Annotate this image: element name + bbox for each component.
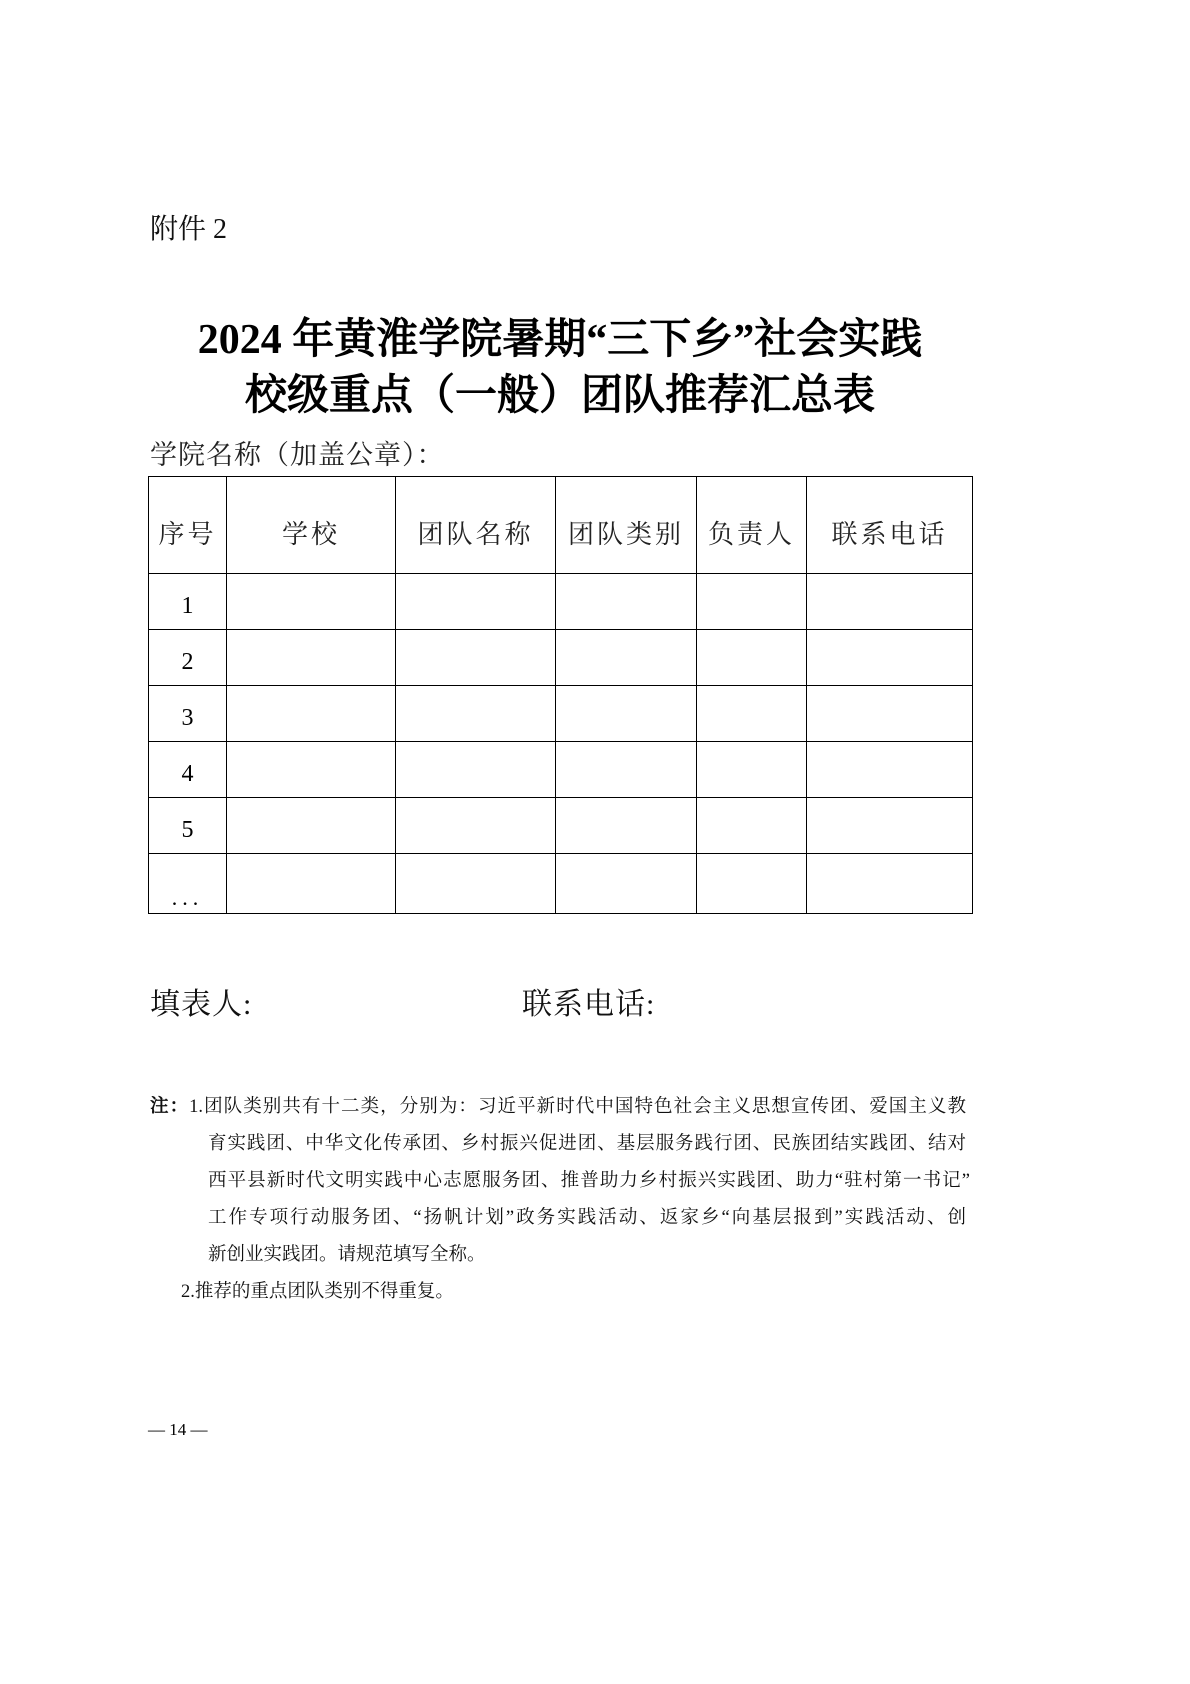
row-number-cell: 1 [149, 574, 227, 630]
contact-phone-label: 联系电话: [522, 988, 656, 1021]
phone-cell [807, 574, 973, 630]
row-number-cell: 5 [149, 798, 227, 854]
phone-cell [807, 742, 973, 798]
table-row [149, 742, 973, 798]
leader-cell [697, 574, 807, 630]
table-row [149, 574, 973, 630]
team-summary-table [148, 476, 973, 914]
table-row [149, 630, 973, 686]
school-cell [227, 686, 396, 742]
note-line: 新创业实践团。请规范填写全称。 [208, 1245, 486, 1265]
table-row [149, 798, 973, 854]
leader-cell [697, 630, 807, 686]
school-cell [227, 630, 396, 686]
column-header-leader: 负责人 [697, 477, 807, 574]
team-name-cell [396, 798, 556, 854]
phone-cell [807, 798, 973, 854]
college-name-label: 学院名称（加盖公章）： [150, 440, 445, 470]
table-row [149, 854, 973, 914]
phone-cell [807, 686, 973, 742]
leader-cell [697, 854, 807, 914]
phone-cell [807, 630, 973, 686]
attachment-label: 附件 2 [150, 214, 228, 245]
note-line [150, 1095, 966, 1119]
school-cell [227, 798, 396, 854]
team-name-cell [396, 574, 556, 630]
row-number-cell: 3 [149, 686, 227, 742]
filler-label: 填表人: [150, 988, 253, 1021]
column-header-team-type: 团队类别 [556, 477, 697, 574]
table-header-row [149, 477, 973, 574]
page-number: — 14 — [148, 1420, 208, 1439]
school-cell [227, 742, 396, 798]
team-type-cell [556, 742, 697, 798]
school-cell [227, 574, 396, 630]
team-name-cell [396, 854, 556, 914]
document-title-line-2: 校级重点（一般）团队推荐汇总表 [244, 373, 875, 419]
note-line: 工作专项行动服务团、“扬帆计划”政务实践活动、返家乡“向基层报到”实践活动、创 [208, 1208, 966, 1228]
team-name-cell [396, 686, 556, 742]
team-type-cell [556, 574, 697, 630]
note-line: 育实践团、中华文化传承团、乡村振兴促进团、基层服务践行团、民族团结实践团、结对 [208, 1134, 966, 1154]
row-number-cell: 2 [149, 630, 227, 686]
document-title-line-1: 2024 年黄淮学院暑期“三下乡”社会实践 [197, 317, 923, 363]
team-name-cell [396, 742, 556, 798]
team-type-cell [556, 798, 697, 854]
leader-cell [697, 686, 807, 742]
note-line: 西平县新时代文明实践中心志愿服务团、推普助力乡村振兴实践团、助力“驻村第一书记” [208, 1171, 970, 1191]
team-type-cell [556, 686, 697, 742]
leader-cell [697, 742, 807, 798]
note-item-1-text: 1.团队类别共有十二类，分别为：习近平新时代中国特色社会主义思想宣传团、爱国主义教 [189, 1097, 966, 1117]
school-cell [227, 854, 396, 914]
column-header-index: 序号 [149, 477, 227, 574]
team-name-cell [396, 630, 556, 686]
team-type-cell [556, 630, 697, 686]
row-number-cell: 4 [149, 742, 227, 798]
column-header-phone: 联系电话 [807, 477, 973, 574]
column-header-team-name: 团队名称 [396, 477, 556, 574]
phone-cell [807, 854, 973, 914]
row-number-cell: ... [149, 854, 227, 914]
table-row [149, 686, 973, 742]
note-item-2: 2.推荐的重点团队类别不得重复。 [181, 1282, 454, 1302]
column-header-school: 学校 [227, 477, 396, 574]
team-type-cell [556, 854, 697, 914]
leader-cell [697, 798, 807, 854]
note-prefix: 注： [150, 1097, 190, 1117]
